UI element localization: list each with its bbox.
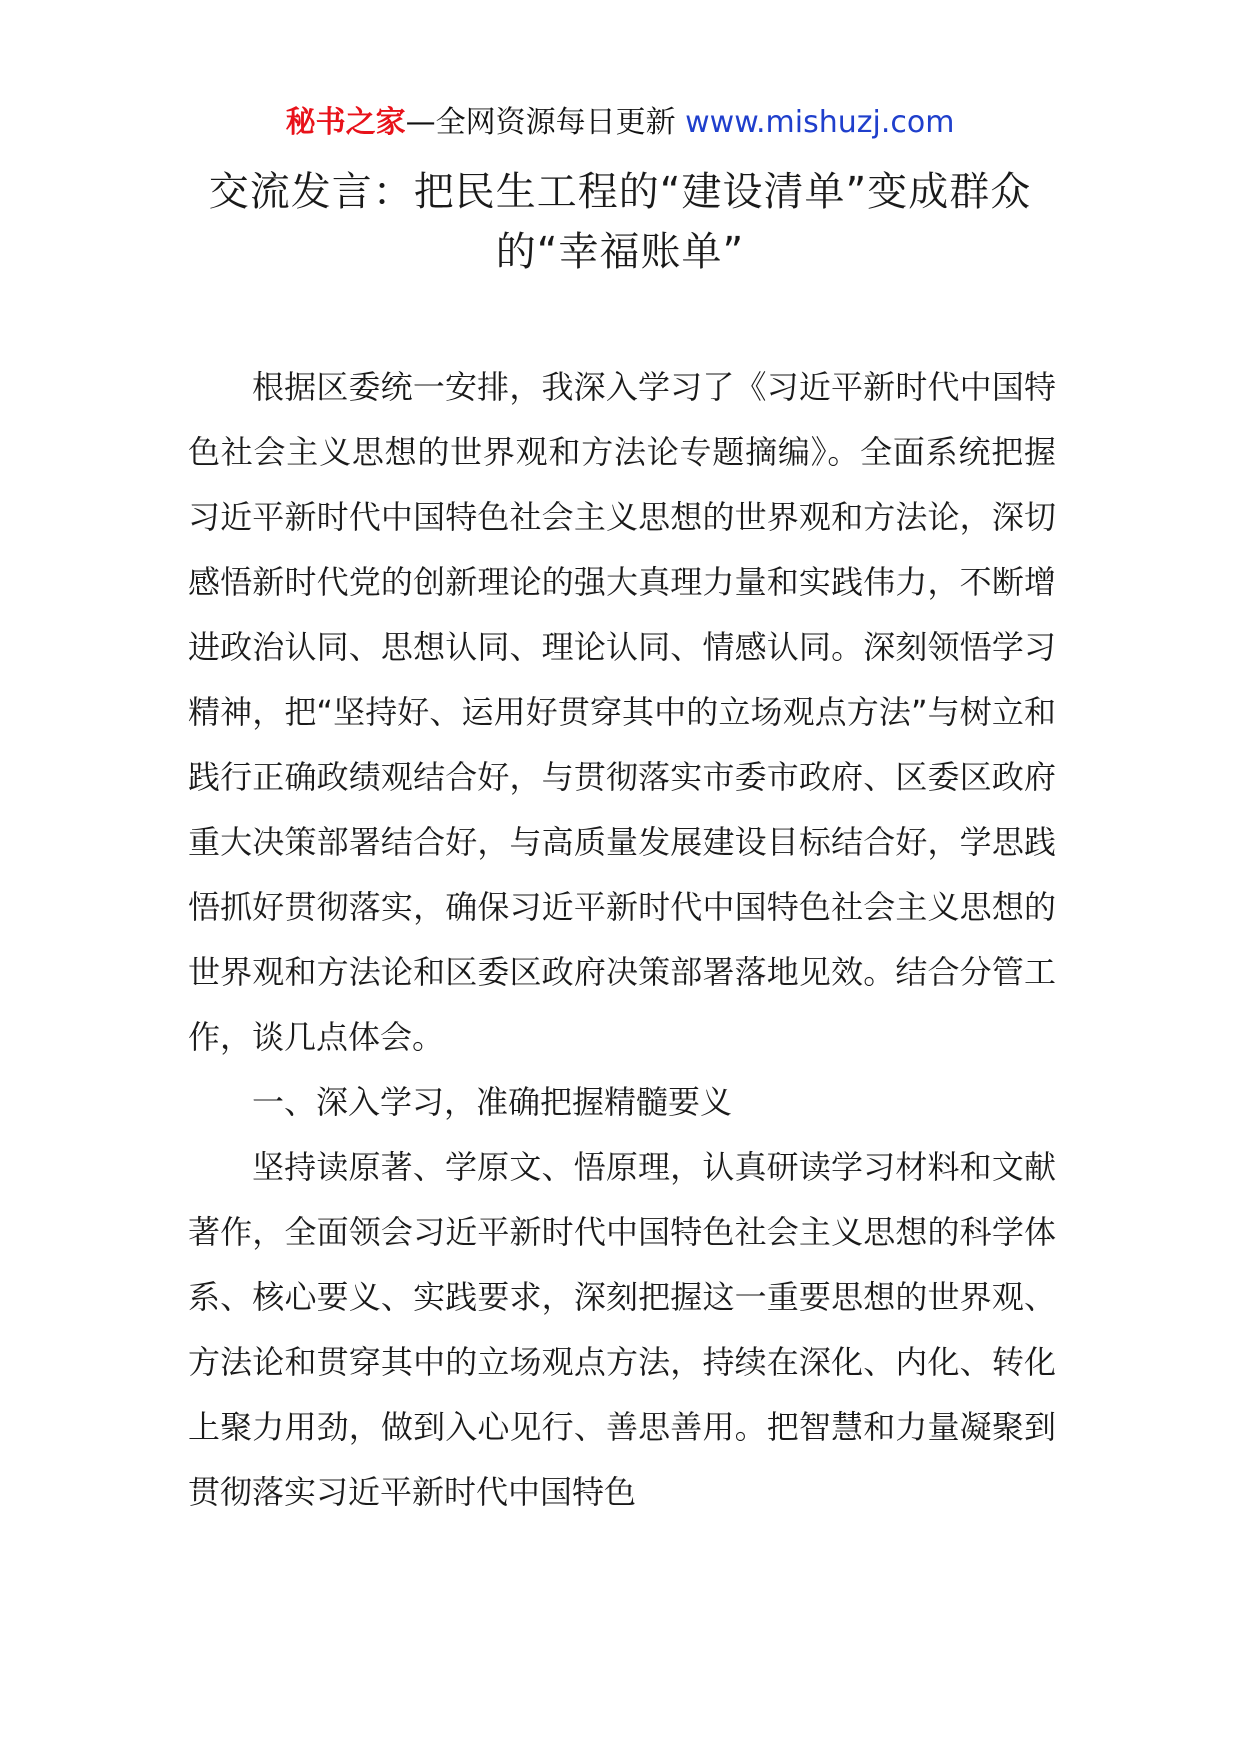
- header-tagline: —全网资源每日更新: [405, 105, 676, 140]
- site-url-link[interactable]: www.mishuzj.com: [685, 105, 955, 140]
- body-paragraph: 根据区委统一安排，我深入学习了《习近平新时代中国特色社会主义思想的世界观和方法论专题摘编》。全面系统把握习近平新时代中国特色社会主义思想的世界观和方法论，深切感悟新时代党的创新理论的强大真理力量和实践伟力，不断增进政治认同、思想认同、理论认同、情感认同。深刻领悟学习精神，把“坚持好、运用好贯穿其中的立场观点方法”与树立和践行正确政绩观结合好，与贯彻落实市委市政府、区委区政府重大决策部署结合好，与高质量发展建设目标结合好，学思践悟抓好贯彻落实，确保习近平新时代中国特色社会主义思想的世界观和方法论和区委区政府决策部署落地见效。结合分管工作，谈几点体会。: [188, 368, 1056, 1056]
- document-title: 交流发言：把民生工程的“建设清单”变成群众的“幸福账单”: [208, 169, 1032, 275]
- brand-name: 秘书之家: [285, 105, 406, 140]
- document-body: [188, 355, 1056, 1525]
- body-paragraph: 坚持读原著、学原文、悟原理，认真研读学习材料和文献著作，全面领会习近平新时代中国特色社会主义思想的科学体系、核心要义、实践要求，深刻把握这一重要思想的世界观、方法论和贯穿其中的立场观点方法，持续在深化、内化、转化上聚力用劲，做到入心见行、善思善用。把智慧和力量凝聚到贯彻落实习近平新时代中国特色: [188, 1148, 1056, 1511]
- section-heading: 一、深入学习，准确把握精髓要义: [252, 1083, 733, 1121]
- site-header: [0, 103, 1240, 143]
